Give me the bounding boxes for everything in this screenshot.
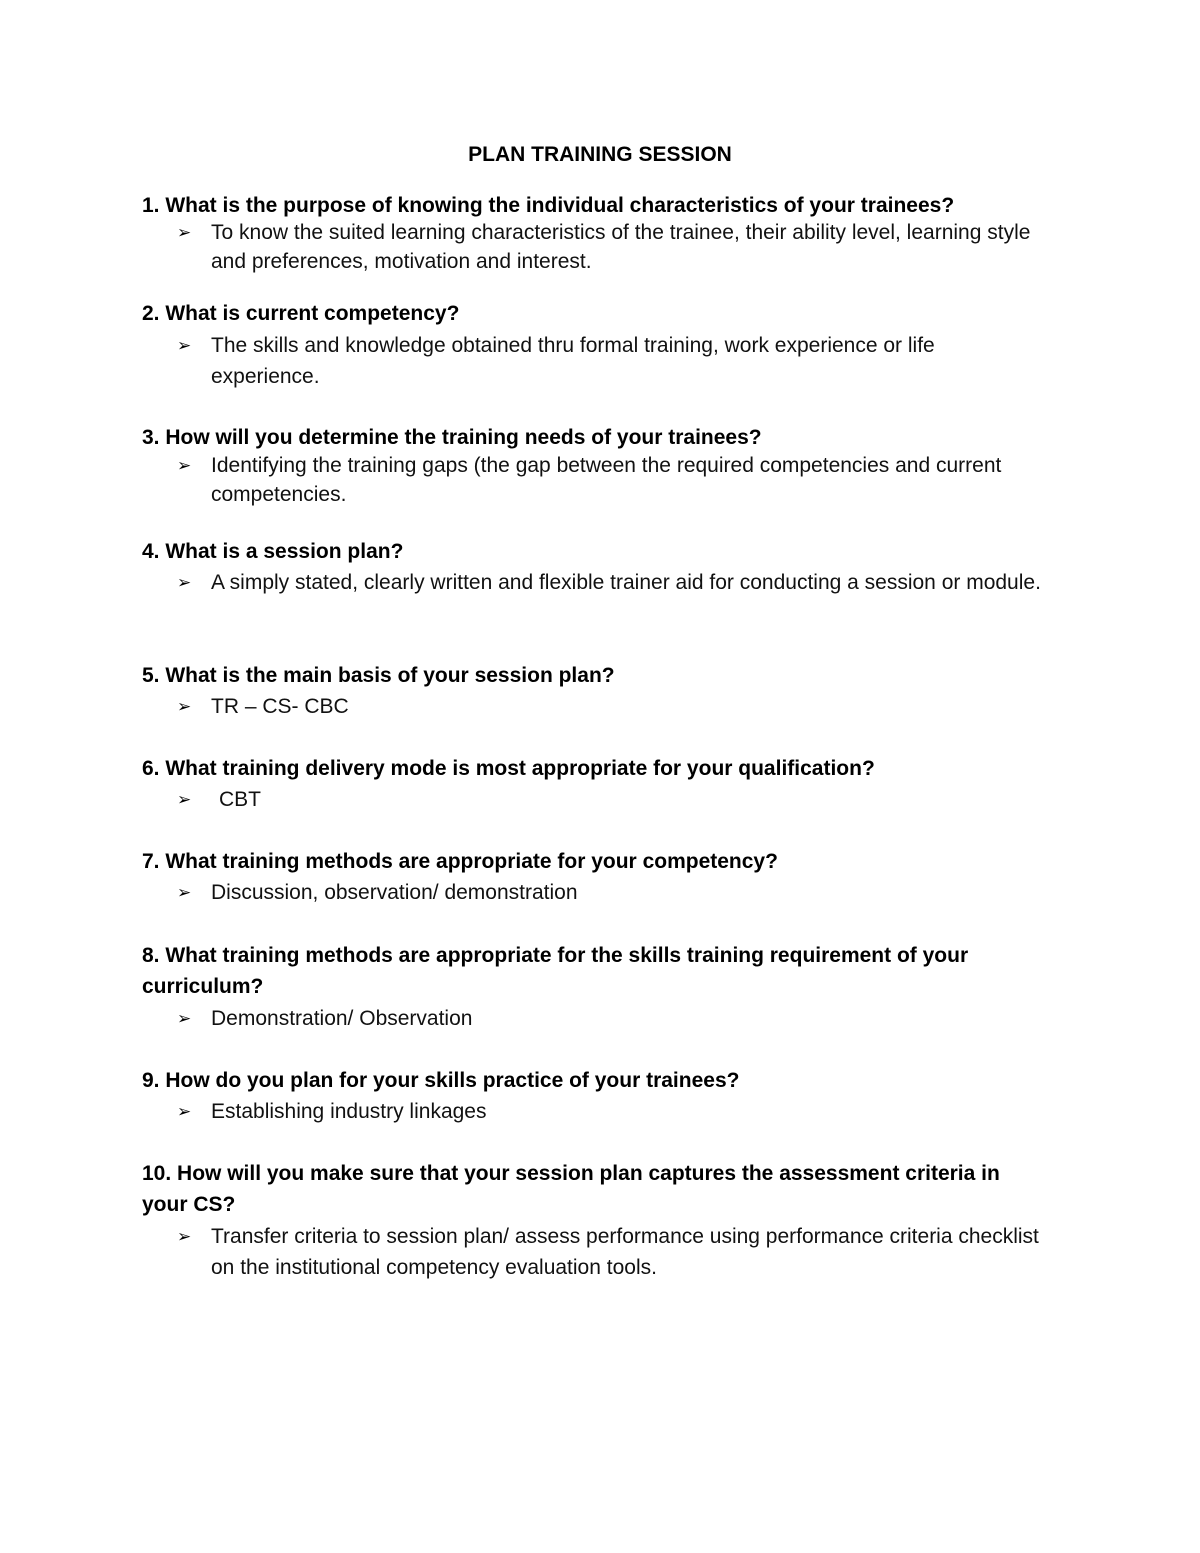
question-6: 6. What training delivery mode is most appropriate for your qualification?	[142, 757, 875, 780]
answer-5	[177, 692, 1071, 721]
question-7: 7. What training methods are appropriate for your competency?	[142, 850, 778, 873]
arrow-bullet-icon: ➢	[177, 1102, 192, 1121]
answer-5-text: TR – CS- CBC	[211, 695, 349, 718]
question-8: 8. What training methods are appropriate for the skills training requirement of your curriculum?	[142, 944, 969, 998]
answer-3-text: Identifying the training gaps (the gap between the required competencies and current competencies.	[211, 454, 1002, 506]
answer-3	[177, 451, 1031, 509]
answer-9-text: Establishing industry linkages	[211, 1100, 487, 1123]
answer-2	[177, 330, 1041, 392]
question-10: 10. How will you make sure that your session plan captures the assessment criteria in your CS?	[142, 1162, 1000, 1216]
answer-8	[177, 1004, 1071, 1033]
answer-2-text: The skills and knowledge obtained thru formal training, work experience or life experience.	[211, 334, 935, 388]
answer-1-text: To know the suited learning characteristics of the trainee, their ability level, learning style and preferences, motivation and interest.	[211, 221, 1031, 273]
arrow-bullet-icon: ➢	[177, 1227, 192, 1246]
arrow-bullet-icon: ➢	[177, 456, 192, 475]
arrow-bullet-icon: ➢	[177, 697, 192, 716]
arrow-bullet-icon: ➢	[177, 883, 192, 902]
answer-7-text: Discussion, observation/ demonstration	[211, 881, 578, 904]
answer-4-text: A simply stated, clearly written and flexible trainer aid for conducting a session or module.	[211, 571, 1041, 594]
answer-7	[177, 878, 1071, 907]
arrow-bullet-icon: ➢	[177, 1009, 192, 1028]
answer-8-text: Demonstration/ Observation	[211, 1007, 473, 1030]
question-3: 3. How will you determine the training needs of your trainees?	[142, 426, 762, 449]
answer-9	[177, 1097, 1071, 1126]
question-9: 9. How do you plan for your skills practice of your trainees?	[142, 1069, 740, 1092]
arrow-bullet-icon: ➢	[177, 223, 192, 242]
answer-6-text: CBT	[219, 788, 261, 811]
question-2: 2. What is current competency?	[142, 302, 460, 325]
answer-10	[177, 1221, 1061, 1283]
arrow-bullet-icon: ➢	[177, 573, 192, 592]
answer-6	[177, 785, 1071, 814]
answer-1	[177, 218, 1051, 276]
arrow-bullet-icon: ➢	[177, 336, 192, 355]
answer-10-text: Transfer criteria to session plan/ assess performance using performance criteria checklist on the institutional competency evaluation tools.	[211, 1225, 1039, 1279]
page-title: PLAN TRAINING SESSION	[468, 143, 732, 166]
question-4: 4. What is a session plan?	[142, 540, 404, 563]
question-5: 5. What is the main basis of your session plan?	[142, 664, 615, 687]
answer-4	[177, 567, 1061, 598]
question-1: 1. What is the purpose of knowing the individual characteristics of your trainees?	[142, 194, 955, 217]
arrow-bullet-icon: ➢	[177, 790, 192, 809]
